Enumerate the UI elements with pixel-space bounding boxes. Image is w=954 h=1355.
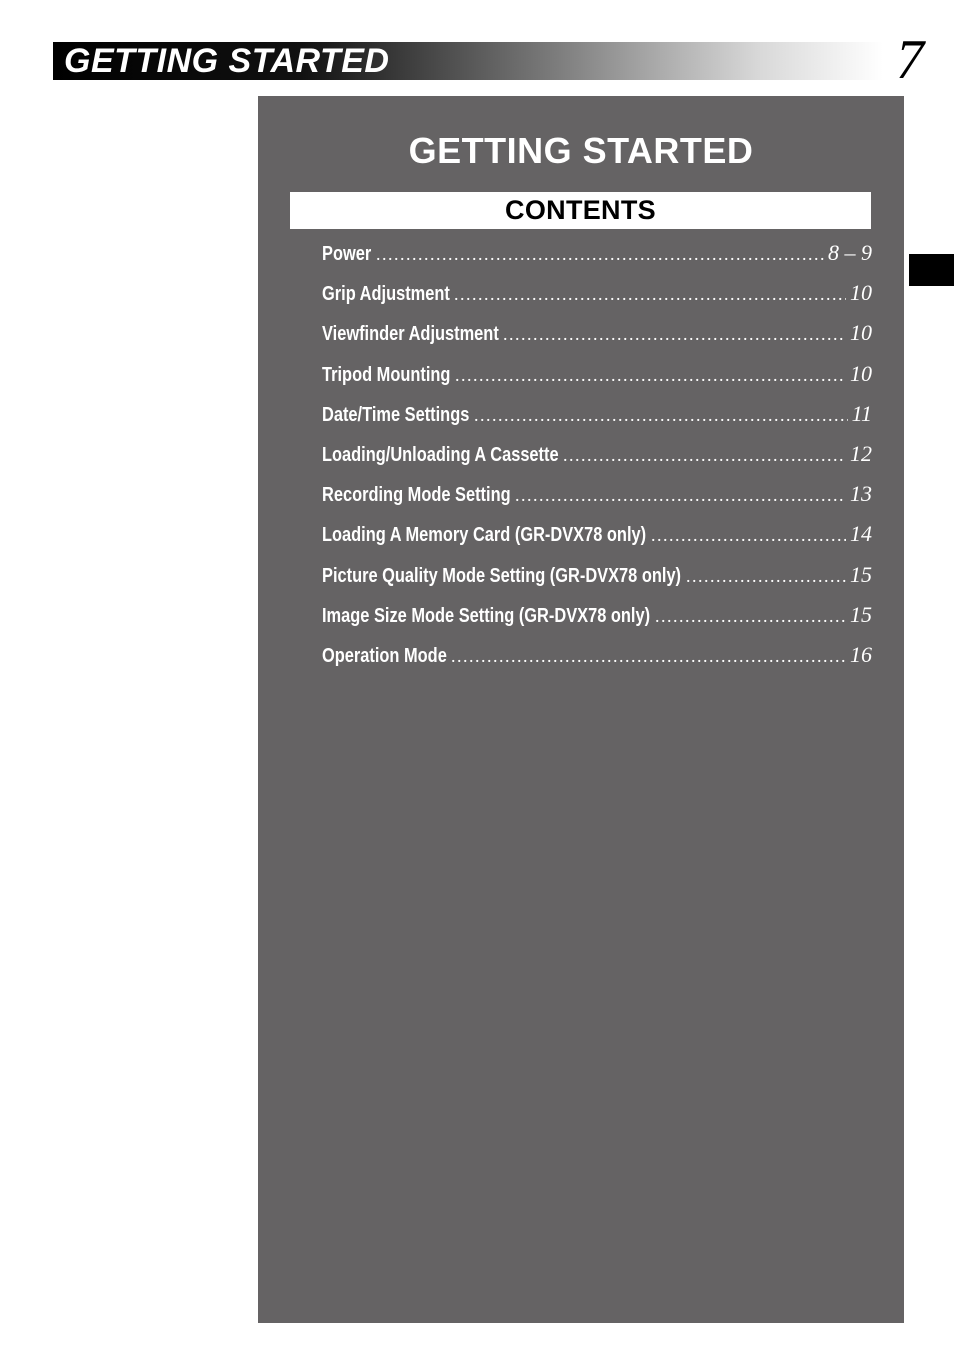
toc-entry-recording-mode-setting[interactable] <box>322 481 872 521</box>
toc-entry-page: 11 <box>851 400 872 426</box>
toc-entry-page: 12 <box>850 440 872 466</box>
toc-leader-dots <box>563 445 846 466</box>
toc-entry-label: Picture Quality Mode Setting (GR-DVX78 only) <box>322 564 682 587</box>
toc-entry-label: Tripod Mounting <box>322 363 451 386</box>
toc-leader-dots <box>474 405 848 426</box>
toc-entry-page: 15 <box>850 561 872 587</box>
toc-entry-page: 13 <box>850 481 872 507</box>
toc-entry-label: Loading A Memory Card (GR-DVX78 only) <box>322 524 647 547</box>
toc-entry-page: 10 <box>850 280 872 306</box>
toc-leader-dots <box>503 324 846 345</box>
section-header-title: GETTING STARTED <box>64 42 390 80</box>
toc-entry-label: Loading/Unloading A Cassette <box>322 443 559 466</box>
toc-entry-page: 14 <box>850 521 872 547</box>
toc-leader-dots <box>686 566 846 587</box>
toc-entry-label: Image Size Mode Setting (GR-DVX78 only) <box>322 604 651 627</box>
toc-entry-power[interactable] <box>322 240 872 280</box>
toc-entry-label: Power <box>322 243 372 265</box>
table-of-contents <box>322 240 872 682</box>
section-edge-tab <box>909 254 954 286</box>
toc-entry-label: Date/Time Settings <box>322 403 470 426</box>
toc-entry-page: 15 <box>850 601 872 627</box>
toc-leader-dots <box>376 244 824 265</box>
toc-leader-dots <box>515 485 846 506</box>
toc-entry-picture-quality-mode[interactable] <box>322 562 872 602</box>
toc-leader-dots <box>651 525 846 546</box>
toc-entry-label: Recording Mode Setting <box>322 484 511 507</box>
contents-heading: CONTENTS <box>290 192 871 229</box>
panel-title: GETTING STARTED <box>408 130 754 171</box>
toc-entry-image-size-mode[interactable] <box>322 602 872 642</box>
toc-entry-loading-unloading-cassette[interactable] <box>322 441 872 481</box>
toc-entry-page: 16 <box>850 641 872 667</box>
toc-leader-dots <box>451 646 846 667</box>
toc-entry-label: Viewfinder Adjustment <box>322 323 499 346</box>
toc-entry-label: Operation Mode <box>322 644 447 667</box>
toc-entry-grip-adjustment[interactable] <box>322 280 872 320</box>
toc-leader-dots <box>655 606 846 627</box>
page-number: 7 <box>896 29 924 91</box>
toc-entry-operation-mode[interactable] <box>322 642 872 682</box>
toc-entry-page: 10 <box>850 360 872 386</box>
toc-entry-page: 8 – 9 <box>828 240 872 265</box>
toc-leader-dots <box>454 284 846 305</box>
toc-entry-viewfinder-adjustment[interactable] <box>322 320 872 360</box>
toc-leader-dots <box>455 365 846 386</box>
toc-entry-loading-memory-card[interactable] <box>322 521 872 561</box>
toc-entry-date-time-settings[interactable] <box>322 401 872 441</box>
toc-entry-label: Grip Adjustment <box>322 283 450 306</box>
toc-entry-page: 10 <box>850 320 872 346</box>
toc-entry-tripod-mounting[interactable] <box>322 361 872 401</box>
